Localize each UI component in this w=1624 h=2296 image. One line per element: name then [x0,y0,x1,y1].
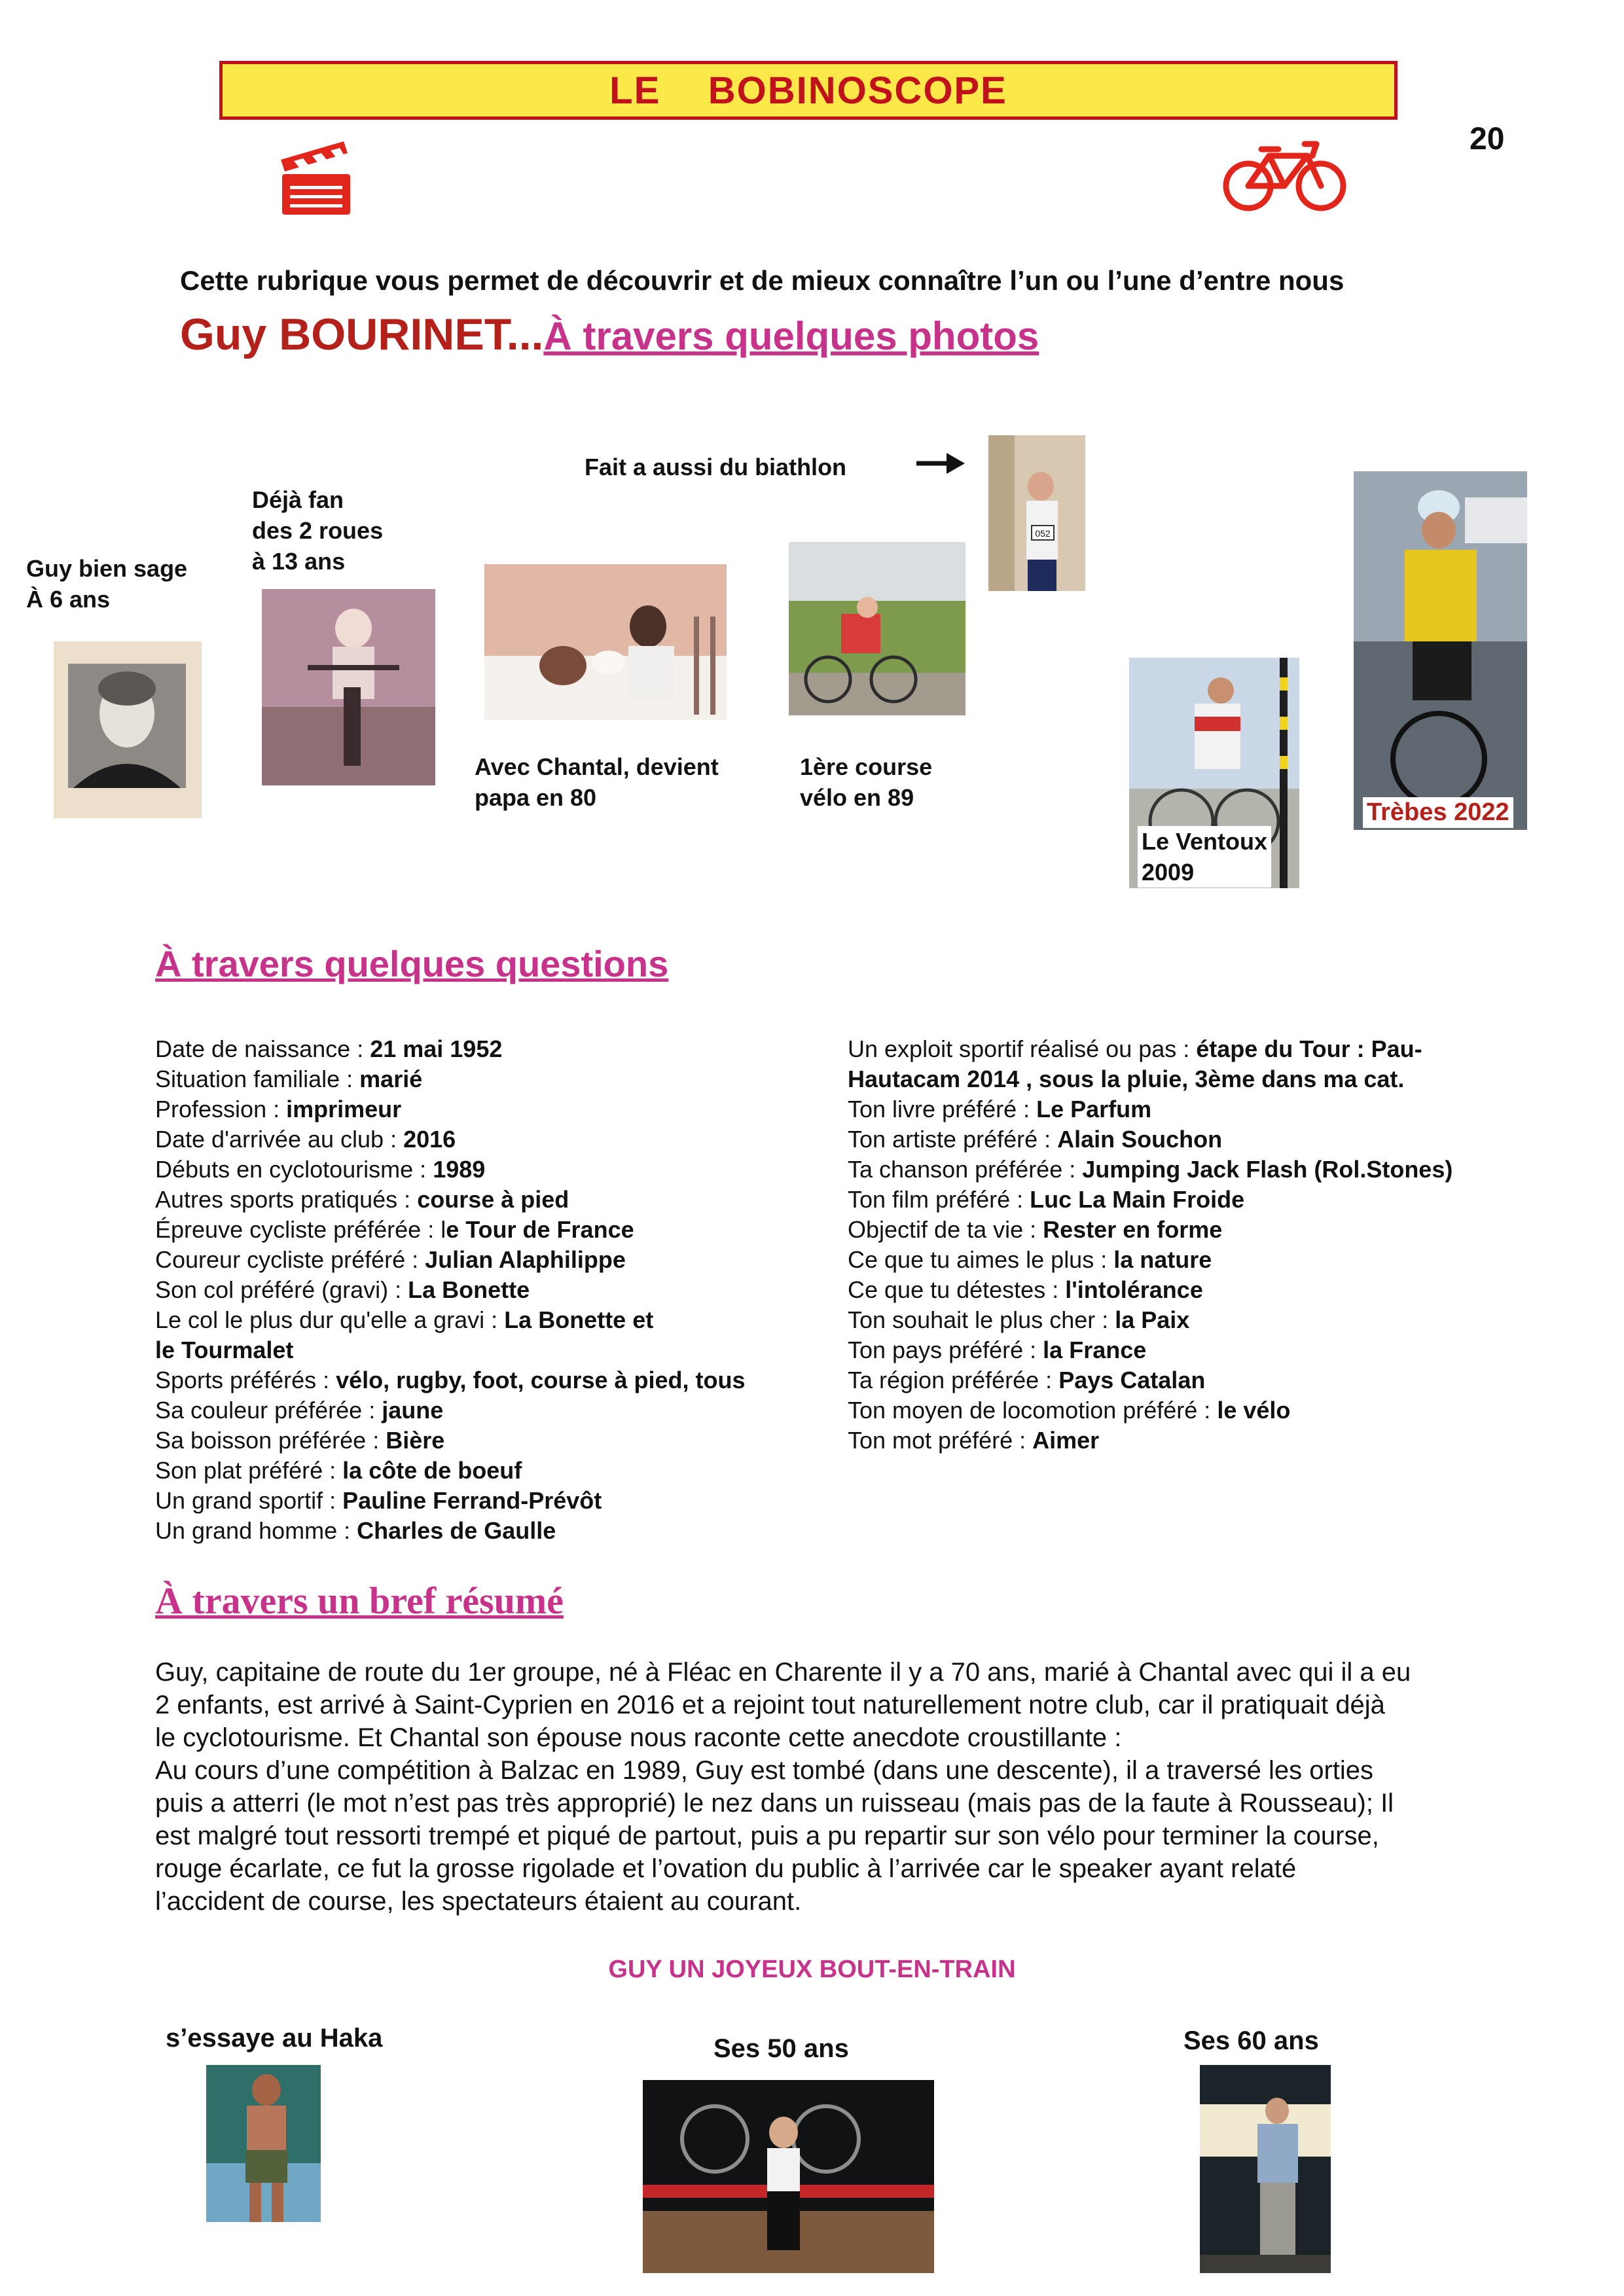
photo-caption-trebes: Trèbes 2022 [1363,797,1513,828]
questions-left-column [155,1034,746,1546]
summary-heading: À travers un bref résumé [155,1579,564,1622]
qa-row: Ton pays préféré : la France [848,1336,1147,1363]
member-name-heading [180,309,1039,360]
caption-haka: s’essaye au Haka [166,2024,383,2053]
bottom-heading: GUY UN JOYEUX BOUT-EN-TRAIN [608,1956,1016,1983]
qa-row: Profession : imprimeur [155,1096,402,1122]
qa-row: Un grand homme : Charles de Gaulle [155,1517,556,1544]
qa-row: Ton moyen de locomotion préféré : le vélo [848,1397,1291,1424]
photo-first-race [789,542,965,715]
qa-row: Un exploit sportif réalisé ou pas : étape du Tour : Pau- [848,1035,1422,1062]
photo-teen-bike [262,589,435,785]
qa-row: Objectif de ta vie : Rester en forme [848,1216,1223,1243]
qa-row: Ton mot préféré : Aimer [848,1427,1100,1454]
member-name: Guy BOURINET... [180,310,544,359]
photo-haka [206,2065,321,2222]
qa-row: Ton film préféré : Luc La Main Froide [848,1186,1245,1213]
qa-row: Ce que tu détestes : l'intolérance [848,1276,1203,1303]
photos-subtitle: À travers quelques photos [543,314,1039,358]
qa-row: Ta région préférée : Pays Catalan [848,1367,1206,1393]
photo-trebes [1354,471,1527,830]
qa-row: Date de naissance : 21 mai 1952 [155,1035,503,1062]
summary-text: Guy, capitaine de route du 1er groupe, né à Fléac en Charente il y a 70 ans, marié à Chantal avec qui il a eu 2 enfants, est arrivé à Saint-Cyprien en 2016 et a rejoint tout naturellement notre club, car il pratiquait déjà le cyclotourisme. Et Chantal son épouse nous raconte cette anecdote croustillante : Au cours d’une compétition à Balzac en 1989, Guy est tombé (dans une descente), il a traversé les orties puis a atterri (le mot n’est pas très approprié) le nez dans un ruisseau (mais pas de la faute à Rousseau); Il est malgré tout ressorti trempé et piqué de partout, puis a pu repartir sur son vélo pour terminer la course, rouge écarlate, ce fut la grosse rigolade et l’ovation du public à l’arrivée car le speaker ayant relaté l’accident de course, les spectateurs étaient au courant. [155,1658,1411,1916]
page-title: LE BOBINOSCOPE [609,69,1007,112]
qa-row: Débuts en cyclotourisme : 1989 [155,1156,486,1183]
qa-row: le Tourmalet [155,1336,294,1363]
qa-row: Un grand sportif : Pauline Ferrand-Prévôt [155,1487,602,1514]
qa-row: Ta chanson préférée : Jumping Jack Flash (Rol.Stones) [848,1156,1453,1183]
questions-heading: À travers quelques questions [155,943,669,984]
qa-row: Son col préféré (gravi) : La Bonette [155,1276,530,1303]
qa-row: Hautacam 2014 , sous la pluie, 3ème dans ma cat. [848,1066,1405,1092]
photo-child-portrait [54,641,202,818]
questions-right-column [848,1034,1453,1456]
qa-row: Ton souhait le plus cher : la Paix [848,1306,1190,1333]
photo-caption-biathlon: Fait a aussi du biathlon [585,454,847,480]
photo-caption-ventoux: Le Ventoux 2009 [1138,826,1271,888]
caption-50-ans: Ses 50 ans [713,2034,849,2063]
title-banner [219,61,1398,120]
intro-text: Cette rubrique vous permet de découvrir et de mieux connaître l’un ou l’une d’entre nous [180,265,1344,296]
qa-row: Épreuve cycliste préférée : le Tour de France [155,1216,634,1243]
qa-row: Le col le plus dur qu'elle a gravi : La Bonette et [155,1306,654,1333]
qa-row: Sa couleur préférée : jaune [155,1397,444,1424]
photo-caption-age13: Déjà fan des 2 roues à 13 ans [252,486,384,575]
qa-row: Coureur cycliste préféré : Julian Alaphilippe [155,1246,626,1273]
clapperboard-icon [278,139,353,216]
photo-50-ans [643,2080,934,2273]
photo-caption-first-race: 1ère course vélo en 89 [800,753,933,811]
caption-60-ans: Ses 60 ans [1183,2026,1319,2055]
qa-row: Autres sports pratiqués : course à pied [155,1186,569,1213]
qa-row: Situation familiale : marié [155,1066,423,1092]
page-number: 20 [1470,122,1505,156]
bicycle-icon [1221,136,1348,215]
qa-row: Sports préférés : vélo, rugby, foot, course à pied, tous [155,1367,746,1393]
bib-number: 052 [1035,528,1051,539]
qa-row: Date d'arrivée au club : 2016 [155,1126,456,1153]
qa-row: Ce que tu aimes le plus : la nature [848,1246,1212,1273]
qa-row: Ton artiste préféré : Alain Souchon [848,1126,1223,1153]
photo-biathlon-runner [988,435,1085,591]
qa-row: Sa boisson préférée : Bière [155,1427,445,1454]
photo-new-parents [484,564,727,720]
photo-60-ans [1200,2065,1331,2273]
qa-row: Son plat préféré : la côte de boeuf [155,1457,522,1484]
qa-row: Ton livre préféré : Le Parfum [848,1096,1152,1122]
photo-caption-age6: Guy bien sage À 6 ans [26,555,188,613]
arrow-right-icon [915,450,966,476]
photo-caption-papa: Avec Chantal, devient papa en 80 [475,753,719,811]
